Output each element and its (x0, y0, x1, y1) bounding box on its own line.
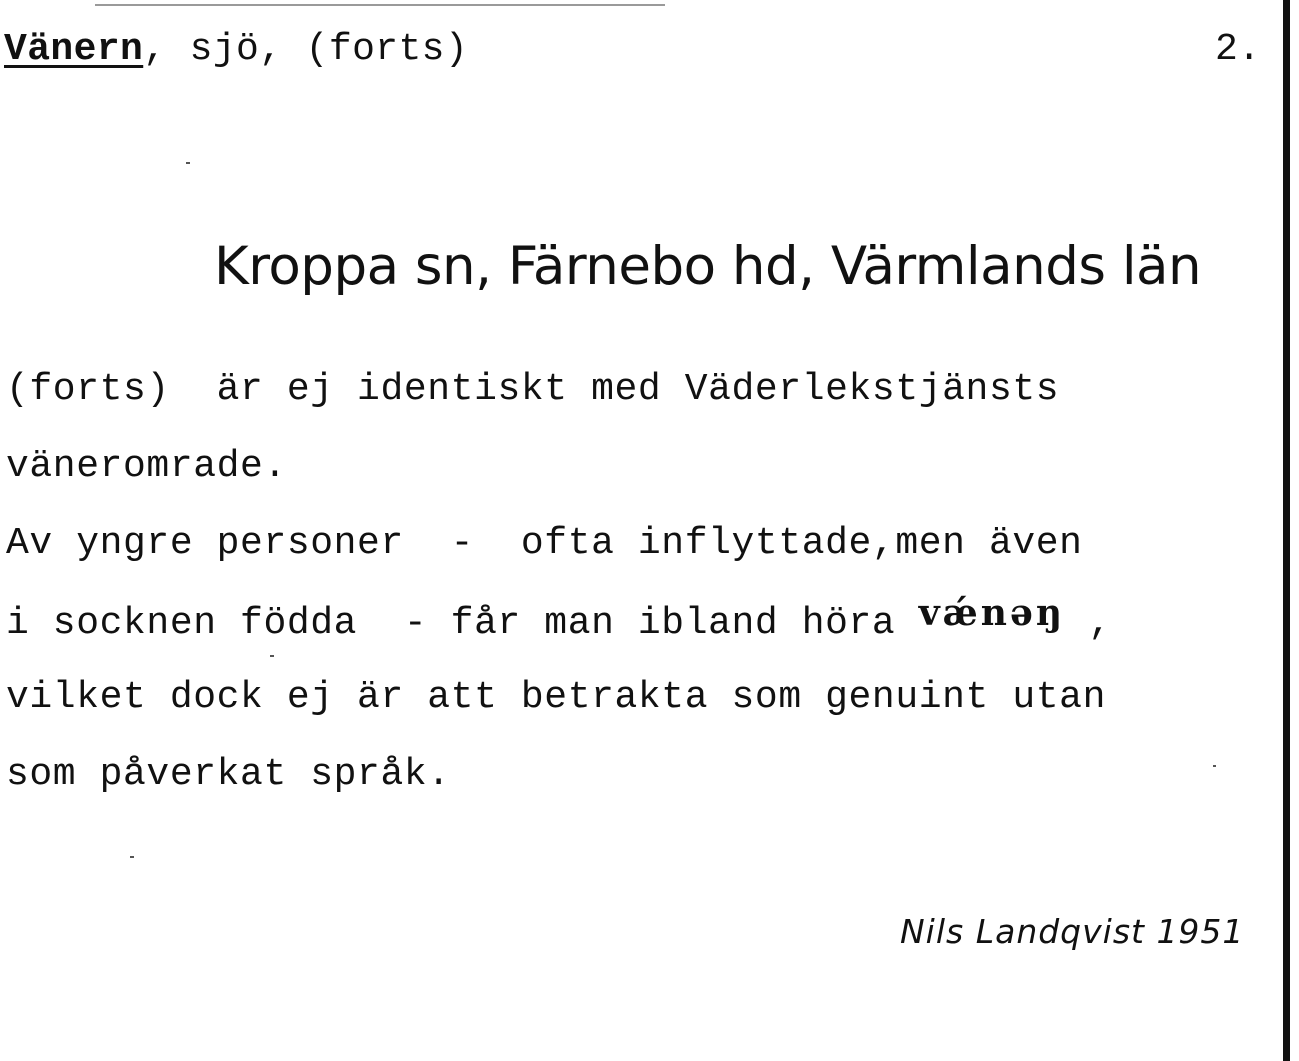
body-line-4-text: i socknen födda - får man ibland höra (6, 602, 919, 645)
scan-speck (1213, 765, 1216, 767)
lemma-word: Vänern (4, 28, 144, 71)
place-heading: Kroppa sn, Färnebo hd, Värmlands län (214, 236, 1202, 297)
body-line-1: (forts) är ej identiskt med Väderlekstjänsts (6, 368, 1060, 411)
body-line-5: vilket dock ej är att betrakta som genuint utan (6, 676, 1106, 719)
card-headline (4, 28, 468, 71)
headline-rest: , sjö, (forts) (143, 28, 469, 71)
card-body (6, 360, 1112, 822)
body-line-2: väneromrade. (6, 445, 287, 488)
body-line-4-comma: , (1065, 602, 1112, 645)
card-top-edge (95, 4, 665, 6)
scan-speck (130, 856, 134, 858)
scan-speck (186, 162, 190, 164)
author-signature: Nils Landqvist 1951 (900, 912, 1245, 951)
phonetic-transcription: vǽnəŋ (918, 592, 1066, 634)
body-line-3: Av yngre personer - ofta inflyttade,men även (6, 522, 1083, 565)
scan-speck (270, 655, 274, 657)
card-number: 2. (1215, 28, 1261, 71)
card-right-edge (1283, 0, 1290, 1061)
body-line-6: som påverkat språk. (6, 753, 451, 796)
body-line-4 (6, 591, 1112, 668)
